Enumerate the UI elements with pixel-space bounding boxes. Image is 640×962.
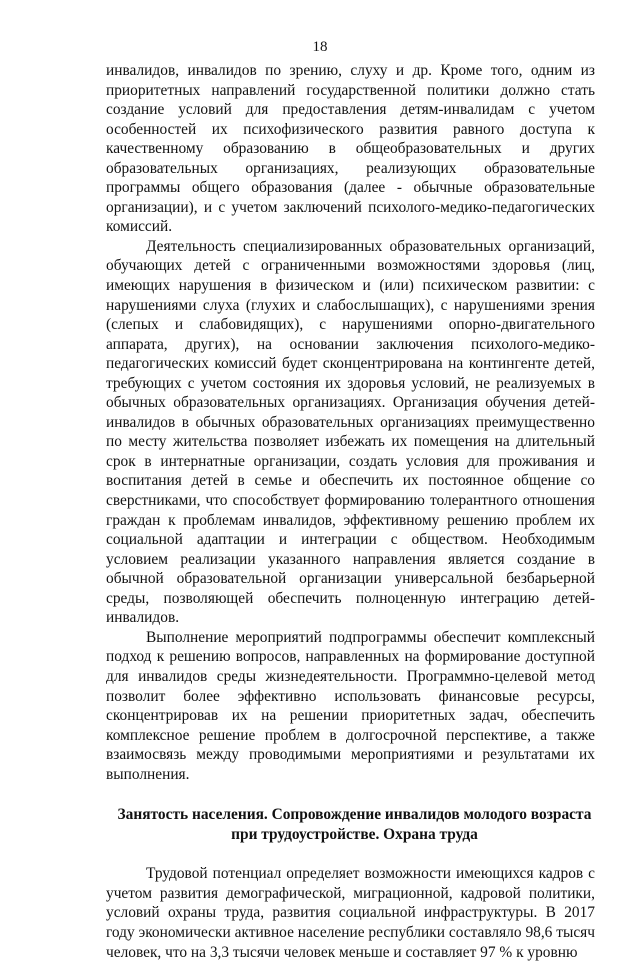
paragraph-disability-education-priorities: инвалидов, инвалидов по зрению, слуху и др. Кроме того, одним из приоритетных направлений государственной политики должно стать создание условий для предоставления детям-инвалидам с учетом особенностей их психофизического развития равного доступа к качественному образованию в общеобразовательных и других образовательных организациях, реализующих образовательные программы общего образования (далее - обычные образовательные организации), и с учетом заключений психолого-медико-педагогических комиссий.: [106, 62, 595, 236]
paragraph-labor-potential: Трудовой потенциал определяет возможности имеющихся кадров с учетом развития демографической, миграционной, кадровой политики, условий охраны труда, развития социальной инфраструктуры. В 2017 году экономически активное население республики составляло 98,6 тысяч человек, что на 3,3 тысячи человек меньше и составляет 97 % к уровню: [106, 865, 595, 961]
page-number: 18: [312, 39, 328, 55]
section-heading-employment: Занятость населения. Сопровождение инвалидов молодого возраста при трудоустройстве. Охрана труда: [117, 806, 592, 843]
paragraph-subprogram-implementation: Выполнение мероприятий подпрограммы обеспечит комплексный подход к решению вопросов, направленных на формирование доступной для инвалидов среды жизнедеятельности. Программно-целевой метод позволит более эффективно использовать финансовые ресурсы, сконцентрировав их на решении приоритетных задач, обеспечить комплексное решение проблем в долгосрочной перспективе, а также взаимосвязь между проводимыми мероприятиями и результатами их выполнения.: [106, 628, 595, 783]
document-body: [106, 61, 595, 962]
paragraph-specialized-organizations: Деятельность специализированных образовательных организаций, обучающих детей с ограниченными возможностями здоровья (лиц, имеющих нарушения в физическом и (или) психическом развитии: с нарушениями слуха (глухих и слабослышащих), с нарушениями зрения (слепых и слабовидящих), с нарушениями опорно-двигательного аппарата, других), на основании заключения психолого-медико-педагогических комиссий будет сконцентрирована на контингенте детей, требующих с учетом состояния их здоровья условий, не реализуемых в обычных образовательных организациях. Организация обучения детей-инвалидов в обычных образовательных организациях преимущественно по месту жительства позволяет избежать их помещения на длительный срок в интернатные организации, создать условия для проживания и воспитания детей в семье и обеспечить их постоянное общение со сверстниками, что способствует формированию толерантного отношения граждан к проблемам инвалидов, эффективному решению проблем их социальной адаптации и интеграции с обществом. Необходимым условием реализации указанного направления является создание в обычной образовательной организации универсальной безбарьерной среды, позволяющей обеспечить полноценную интеграцию детей-инвалидов.: [106, 237, 595, 627]
